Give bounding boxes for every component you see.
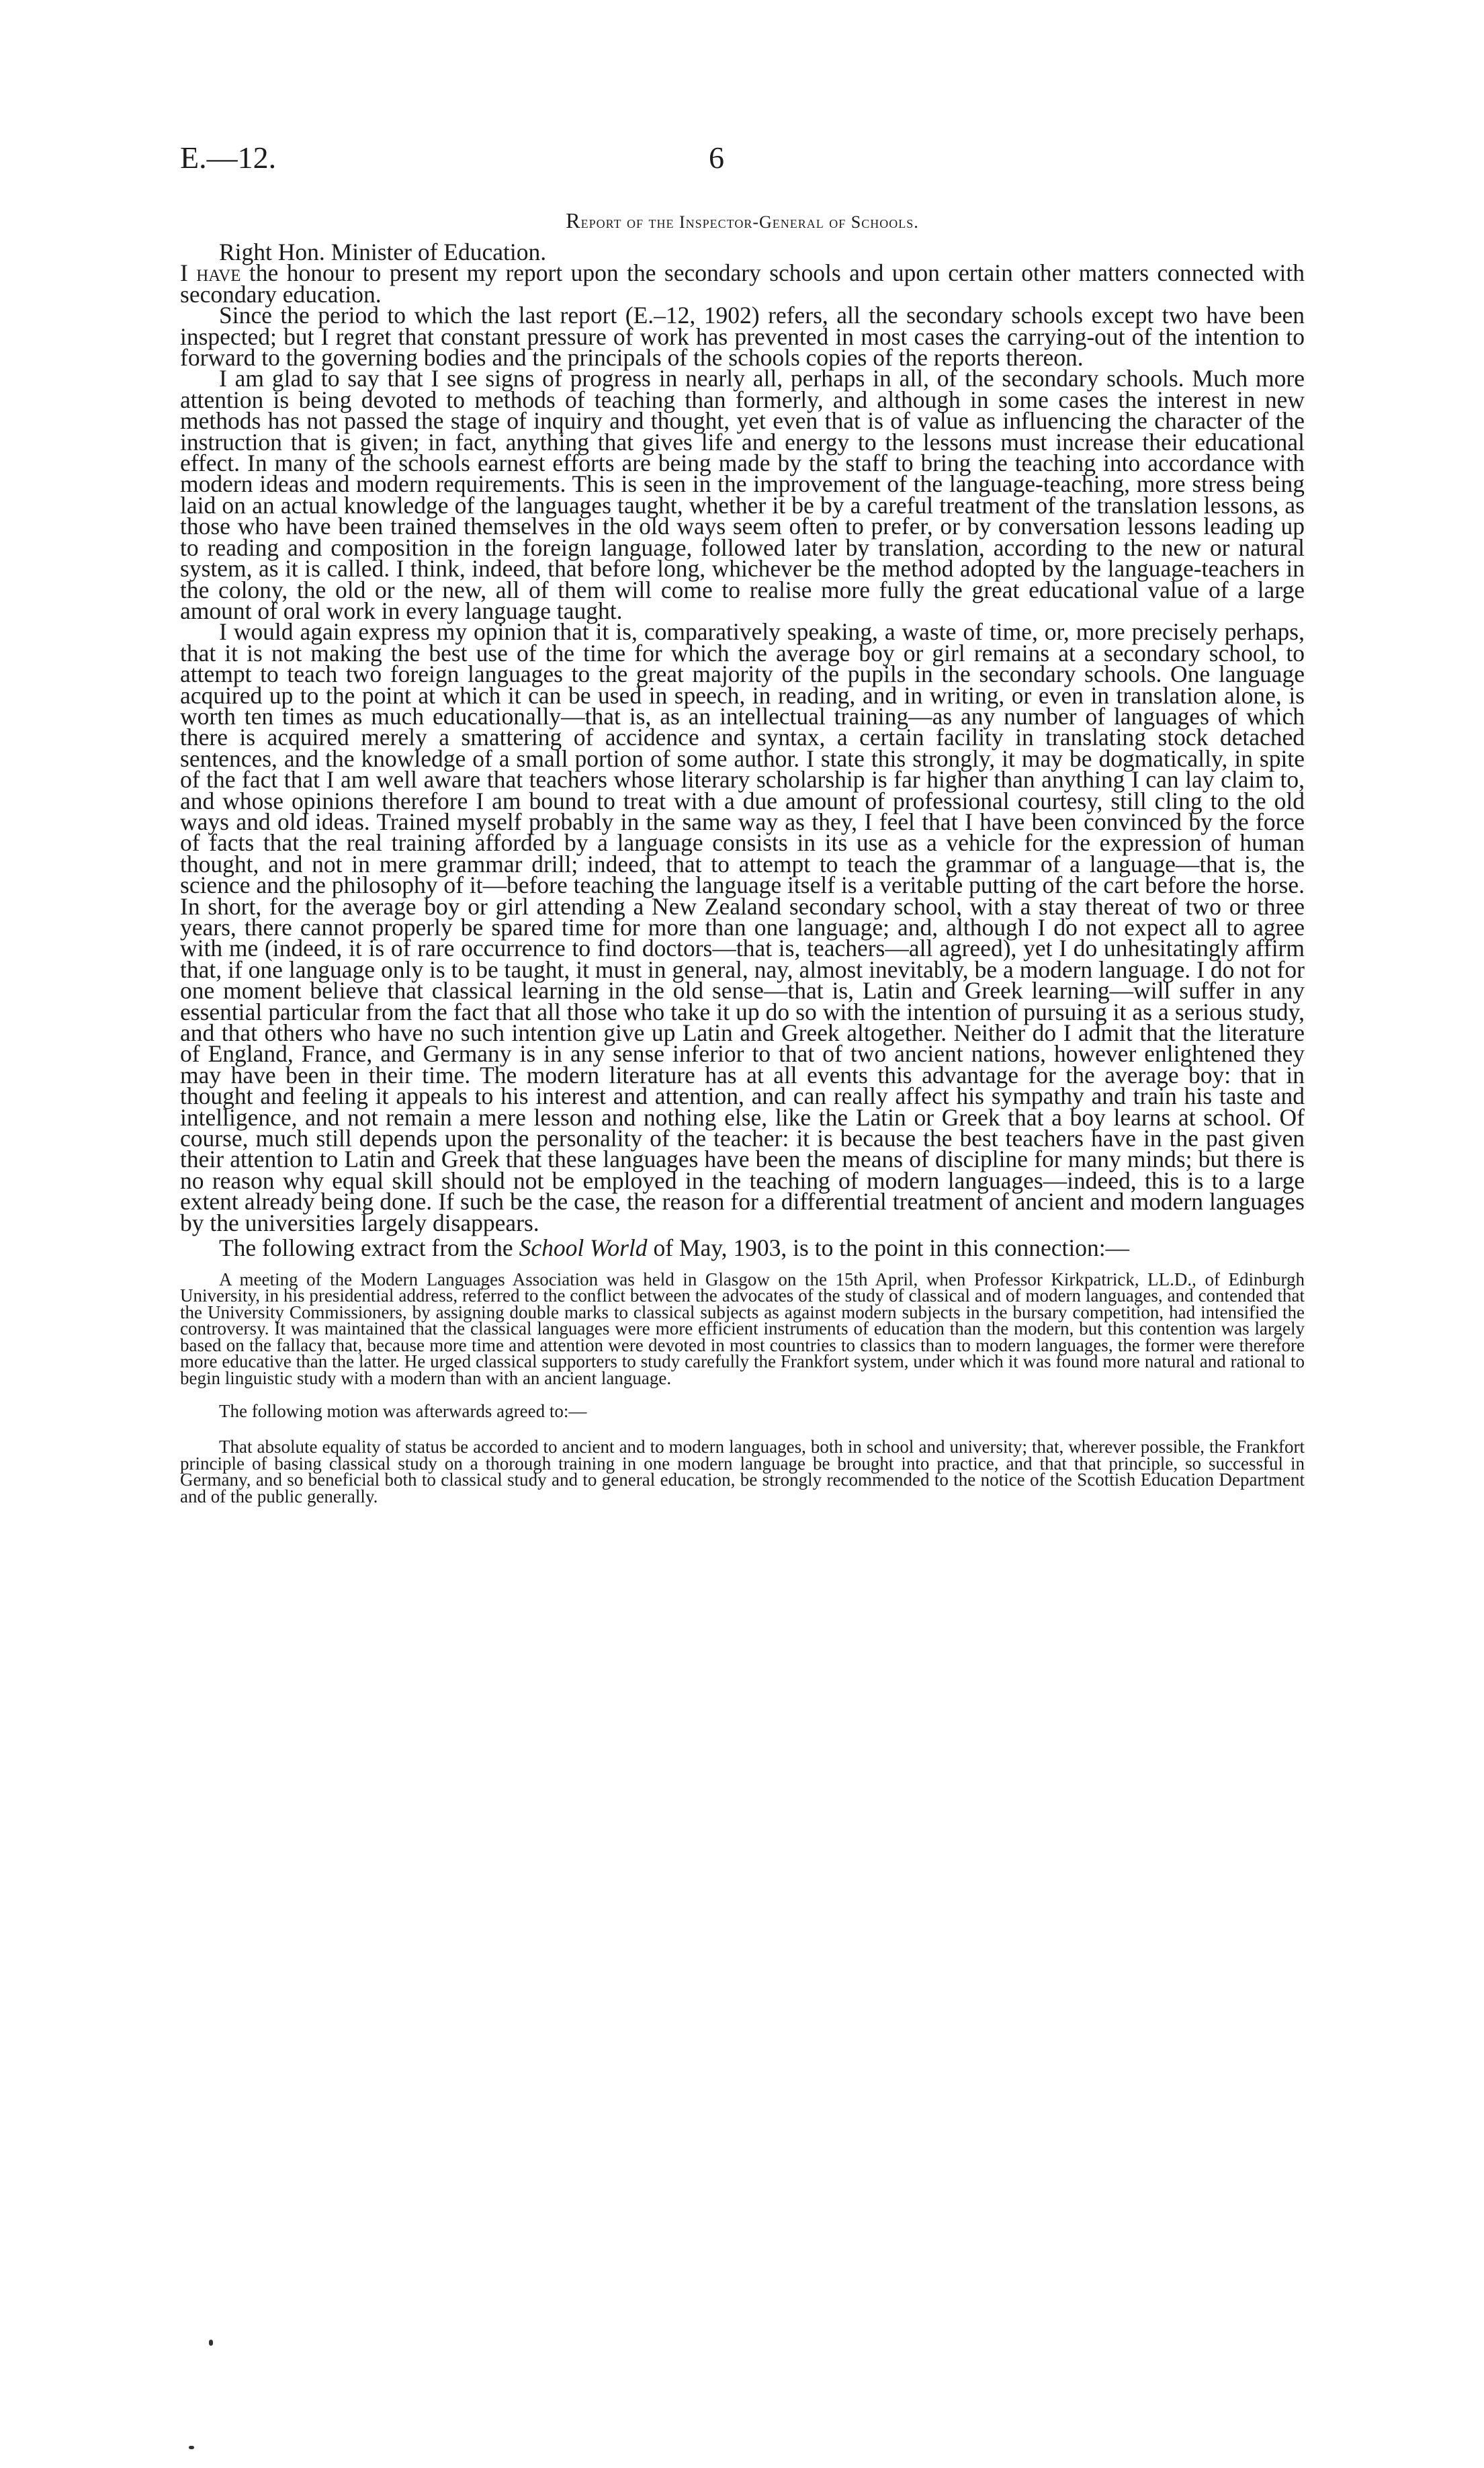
paragraph-1-text: the honour to present my report upon the secondary schools and upon certain other matters connected with secondary education.	[180, 259, 1305, 308]
paragraph-1	[180, 259, 1305, 308]
report-title	[180, 207, 1305, 236]
paragraph-1-opening: I have	[180, 259, 241, 287]
motion-intro: The following motion was afterwards agreed to:—	[219, 1401, 587, 1421]
extract-text: A meeting of the Modern Languages Association was held in Glasgow on the 15th April, when Professor Kirkpatrick, LL.D., of Edinburgh University, in his presidential address, referred to the conflict between the advocates of the study of classical and of modern languages, and contended that the University Commissioners, by assigning double marks to classical subjects as against modern subjects in the bursary competition, had intensified the controversy. It was maintained that the classical languages were more efficient instruments of education than the modern, but this contention was largely based on the fallacy that, because more time and attention were devoted in most countries to classics than to modern languages, the former were therefore more educative than the latter. He urged classical supporters to study carefully the Frankfort system, under which it was found more natural and rational to begin linguistic study with a modern than with an ancient language.	[180, 1269, 1305, 1388]
quoted-extract	[180, 1271, 1305, 1387]
salutation: Right Hon. Minister of Education.	[219, 239, 547, 265]
report-body	[180, 239, 1305, 1506]
motion-text: That absolute equality of status be accorded to ancient and to modern languages, both in school and university; that, wherever possible, the Frankfort principle of basing classical study on a thorough training in one modern language be brought into practice, and that that principle, so successful in Germany, and so beneficial both to classical study and to general education, be strongly recommended to the notice of the Scottish Education Department and of the public generally.	[180, 1437, 1305, 1506]
paragraph-3: I am glad to say that I see signs of progress in nearly all, perhaps in all, of the secondary schools. Much more attention is being devoted to methods of teaching than formerly, and although in some cases the interest in new methods has not passed the stage of inquiry and thought, yet even that is of value as influencing the character of the instruction that is given; in fact, anything that gives life and energy to the lessons must increase their educational effect. In many of the schools earnest efforts are being made by the staff to bring the teaching into accordance with modern ideas and modern requirements. This is seen in the improvement of the language-teaching, more stress being laid on an actual knowledge of the languages taught, whether it be by a careful treatment of the translation lessons, as those who have been trained themselves in the old ways seem often to prefer, or by conversation lessons leading up to reading and composition in the foreign language, followed later by translation, according to the new or natural system, as it is called. I think, indeed, that before long, whichever be the method adopted by the language-teachers in the colony, the old or the new, all of them will come to realise more fully the great educational value of a large amount of oral work in every language taught.	[180, 365, 1305, 624]
paragraph-5-lead: The following extract from the	[219, 1234, 519, 1262]
paragraph-2: Since the period to which the last report (E.–12, 1902) refers, all the secondary schools except two have been inspected; but I regret that constant pressure of work has prevented in most cases the carrying-out of the intention to forward to the governing bodies and the principals of the schools copies of the reports thereon.	[180, 302, 1305, 372]
paragraph-5-tail: of May, 1903, is to the point in this connection:—	[647, 1234, 1130, 1262]
report-title-initial: R	[566, 208, 581, 232]
paragraph-5	[180, 1234, 1305, 1262]
report-title-text: eport of the Inspector-General of Schools.	[580, 212, 919, 232]
print-speck-mark	[209, 2340, 213, 2346]
quoted-motion	[180, 1439, 1305, 1504]
paragraph-4: I would again express my opinion that it is, comparatively speaking, a waste of time, or, more precisely perhaps, that it is not making the best use of the time for which the average boy or girl remains at a secondary school, to attempt to teach two foreign languages to the great majority of the pupils in the secondary schools. One language acquired up to the point at which it can be used in speech, in reading, and in writing, or even in translation alone, is worth ten times as much educationally—that is, as an intellectual training—as any number of languages of which there is acquired merely a smattering of accidence and syntax, a certain facility in translating stock detached sentences, and the knowledge of a small portion of some author. I state this strongly, it may be dogmatically, in spite of the fact that I am well aware that teachers whose literary scholarship is far higher than anything I can lay claim to, and whose opinions therefore I am bound to treat with a due amount of professional courtesy, still cling to the old ways and old ideas. Trained myself probably in the same way as they, I feel that I have been convinced by the force of facts that the real training afforded by a language consists in its use as a vehicle for the expression of human thought, and not in mere grammar drill; indeed, that to attempt to teach the grammar of a language—that is, the science and the philosophy of it—before teaching the language itself is a veritable putting of the cart before the horse. In short, for the average boy or girl attending a New Zealand secondary school, with a stay thereat of two or three years, there cannot properly be spared time for more than one language; and, although I do not expect all to agree with me (indeed, it is of rare occurrence to find doctors—that is, teachers—all agreed), yet I do unhesitatingly affirm that, if one language only is to be taught, it must in general, nay, almost inevitably, be a modern language. I do not for one moment believe that classical learning in the old sense—that is, Latin and Greek learning—will suffer in any essential particular from the fact that all those who take it up do so with the intention of pursuing it as a serious study, and that others who have no such intention give up Latin and Greek altogether. Neither do I admit that the literature of England, France, and Germany is in any sense inferior to that of two ancient nations, however enlightened they may have been in their time. The modern literature has at all events this advantage for the average boy: that in thought and feeling it appeals to his interest and attention, and can really affect his sympathy and train his taste and intelligence, and not remain a mere lesson and nothing else, like the Latin or Greek that a boy learns at school. Of course, much still depends upon the personality of the teacher: it is because the best teachers have in the past given their attention to Latin and Greek that these languages have been the means of discipline for many minds; but there is no reason why equal skill should not be employed in the teaching of modern languages—indeed, this is to a large extent already being done. If such be the case, the reason for a differential treatment of ancient and modern languages by the universities largely disappears.	[180, 618, 1305, 1236]
document-page	[180, 0, 1305, 2468]
document-reference: E.—12.	[180, 140, 277, 175]
print-speck-mark	[189, 2446, 194, 2449]
page-header	[180, 138, 1305, 185]
page-number: 6	[709, 140, 724, 175]
publication-title: School World	[519, 1234, 648, 1262]
